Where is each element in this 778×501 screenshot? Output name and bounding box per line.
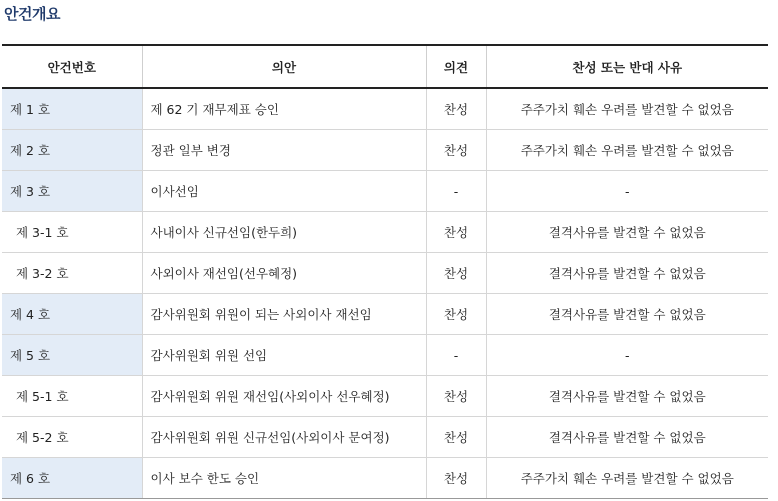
- agenda-number-cell: 제 5 호: [2, 335, 142, 376]
- reason-cell: 결격사유를 발견할 수 없었음: [486, 417, 768, 458]
- table-row: [2, 130, 768, 171]
- agenda-item-cell: 정관 일부 변경: [142, 130, 426, 171]
- agenda-item-cell: 제 62 기 재무제표 승인: [142, 88, 426, 130]
- reason-cell: 결격사유를 발견할 수 없었음: [486, 294, 768, 335]
- table-row: [2, 417, 768, 458]
- reason-cell: -: [486, 335, 768, 376]
- agenda-number-cell: 제 5-2 호: [2, 417, 142, 458]
- opinion-cell: -: [426, 335, 486, 376]
- agenda-item-cell: 이사선임: [142, 171, 426, 212]
- reason-cell: 주주가치 훼손 우려를 발견할 수 없었음: [486, 130, 768, 171]
- agenda-number-cell: 제 6 호: [2, 458, 142, 499]
- reason-cell: -: [486, 171, 768, 212]
- opinion-cell: 찬성: [426, 212, 486, 253]
- agenda-number-cell: 제 3 호: [2, 171, 142, 212]
- table-row: [2, 294, 768, 335]
- header-agenda-item: 의안: [142, 45, 426, 88]
- opinion-cell: 찬성: [426, 417, 486, 458]
- reason-cell: 결격사유를 발견할 수 없었음: [486, 253, 768, 294]
- section-title: 안건개요: [4, 5, 60, 23]
- agenda-item-cell: 사외이사 재선임(선우혜정): [142, 253, 426, 294]
- header-opinion: 의견: [426, 45, 486, 88]
- agenda-item-cell: 이사 보수 한도 승인: [142, 458, 426, 499]
- opinion-cell: 찬성: [426, 88, 486, 130]
- agenda-item-cell: 감사위원회 위원 선임: [142, 335, 426, 376]
- opinion-cell: 찬성: [426, 458, 486, 499]
- agenda-item-cell: 감사위원회 위원 재선임(사외이사 선우혜정): [142, 376, 426, 417]
- agenda-item-cell: 감사위원회 위원이 되는 사외이사 재선임: [142, 294, 426, 335]
- reason-cell: 결격사유를 발견할 수 없었음: [486, 376, 768, 417]
- agenda-number-cell: 제 5-1 호: [2, 376, 142, 417]
- table-row: [2, 212, 768, 253]
- table-row: [2, 458, 768, 499]
- opinion-cell: 찬성: [426, 130, 486, 171]
- agenda-number-cell: 제 2 호: [2, 130, 142, 171]
- agenda-number-cell: 제 3-1 호: [2, 212, 142, 253]
- table-row: [2, 88, 768, 130]
- reason-cell: 주주가치 훼손 우려를 발견할 수 없었음: [486, 88, 768, 130]
- agenda-item-cell: 감사위원회 위원 신규선임(사외이사 문여정): [142, 417, 426, 458]
- opinion-cell: 찬성: [426, 376, 486, 417]
- reason-cell: 주주가치 훼손 우려를 발견할 수 없었음: [486, 458, 768, 499]
- table-row: [2, 253, 768, 294]
- table-row: [2, 335, 768, 376]
- header-reason: 찬성 또는 반대 사유: [486, 45, 768, 88]
- agenda-item-cell: 사내이사 신규선임(한두희): [142, 212, 426, 253]
- agenda-number-cell: 제 1 호: [2, 88, 142, 130]
- opinion-cell: 찬성: [426, 294, 486, 335]
- header-agenda-number: 안건번호: [2, 45, 142, 88]
- table-body: [2, 88, 768, 499]
- table-row: [2, 376, 768, 417]
- table-row: [2, 171, 768, 212]
- opinion-cell: -: [426, 171, 486, 212]
- reason-cell: 결격사유를 발견할 수 없었음: [486, 212, 768, 253]
- agenda-number-cell: 제 3-2 호: [2, 253, 142, 294]
- agenda-number-cell: 제 4 호: [2, 294, 142, 335]
- table-header-row: [2, 45, 768, 88]
- agenda-table: [2, 44, 768, 499]
- opinion-cell: 찬성: [426, 253, 486, 294]
